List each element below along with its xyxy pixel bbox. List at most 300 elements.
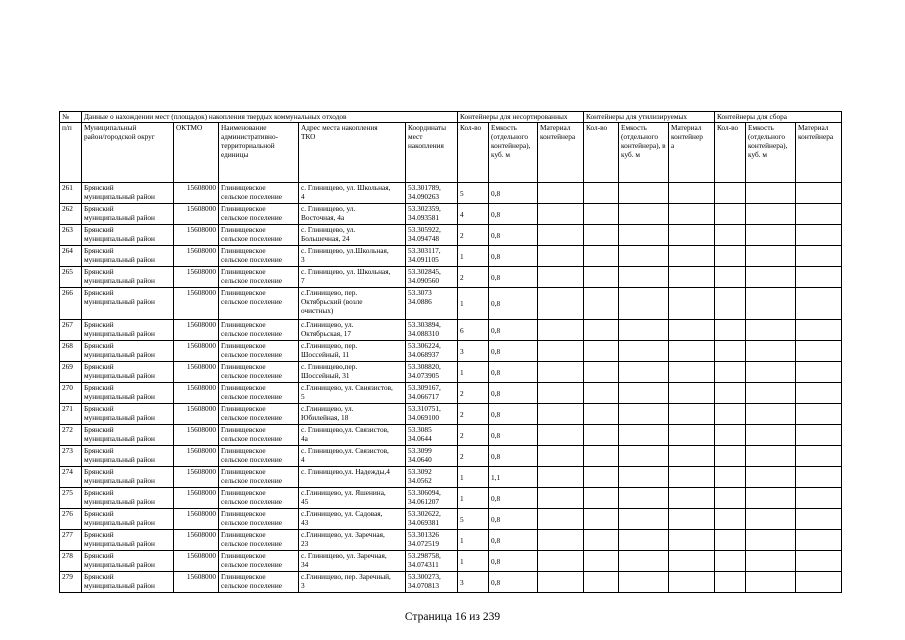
cell-capacity-recycle — [619, 383, 669, 404]
cell-address: с.Глинищево, ул. Юбилейная, 18 — [299, 404, 406, 425]
cell-material-collect — [796, 572, 842, 593]
cell-material-collect — [796, 341, 842, 362]
cell-count-collect — [715, 509, 746, 530]
cell-coords: 53.302622, 34.069381 — [406, 509, 458, 530]
cell-settlement: Глинищевское сельское поселение — [219, 509, 299, 530]
cell-capacity-recycle — [619, 341, 669, 362]
table-row — [60, 320, 842, 341]
cell-material-recycle — [669, 246, 715, 267]
header-settlement: Наименование административно- территориальной единицы — [219, 123, 299, 183]
cell-coords: 53.301326 34.072519 — [406, 530, 458, 551]
cell-material-collect — [796, 320, 842, 341]
cell-address: с. Глинищево, ул. Большечная, 24 — [299, 225, 406, 246]
cell-district: Брянский муниципальный район — [82, 383, 174, 404]
cell-material-recycle — [669, 183, 715, 204]
cell-num: 270 — [60, 383, 82, 404]
cell-material — [538, 551, 584, 572]
cell-capacity: 0,8 — [489, 509, 538, 530]
cell-oktmo: 15608000 — [174, 446, 219, 467]
cell-count-collect — [715, 425, 746, 446]
cell-coords: 53.3099 34.0640 — [406, 446, 458, 467]
cell-count: 2 — [458, 383, 489, 404]
cell-oktmo: 15608000 — [174, 551, 219, 572]
cell-capacity: 0,8 — [489, 446, 538, 467]
cell-capacity-recycle — [619, 362, 669, 383]
cell-material-collect — [796, 288, 842, 320]
cell-material — [538, 225, 584, 246]
cell-material — [538, 183, 584, 204]
cell-material — [538, 425, 584, 446]
cell-num: 276 — [60, 509, 82, 530]
table-row — [60, 551, 842, 572]
cell-material-recycle — [669, 488, 715, 509]
cell-count-recycle — [584, 362, 619, 383]
cell-capacity-recycle — [619, 509, 669, 530]
cell-capacity-recycle — [619, 183, 669, 204]
cell-material — [538, 341, 584, 362]
cell-capacity-recycle — [619, 530, 669, 551]
cell-oktmo: 15608000 — [174, 204, 219, 225]
cell-oktmo: 15608000 — [174, 572, 219, 593]
cell-num: 274 — [60, 467, 82, 488]
cell-material-collect — [796, 509, 842, 530]
cell-material — [538, 488, 584, 509]
cell-material-recycle — [669, 362, 715, 383]
cell-material-collect — [796, 530, 842, 551]
cell-count-recycle — [584, 204, 619, 225]
cell-capacity-collect — [746, 246, 796, 267]
cell-capacity-collect — [746, 320, 796, 341]
cell-capacity: 0,8 — [489, 183, 538, 204]
cell-coords: 53.301789, 34.090263 — [406, 183, 458, 204]
cell-num: 272 — [60, 425, 82, 446]
cell-district: Брянский муниципальный район — [82, 425, 174, 446]
cell-count-recycle — [584, 530, 619, 551]
cell-settlement: Глинищевское сельское поселение — [219, 404, 299, 425]
cell-material-recycle — [669, 425, 715, 446]
cell-count: 2 — [458, 425, 489, 446]
cell-material-recycle — [669, 320, 715, 341]
cell-material-collect — [796, 467, 842, 488]
table-row — [60, 341, 842, 362]
cell-material-collect — [796, 246, 842, 267]
cell-num: 265 — [60, 267, 82, 288]
cell-capacity: 1,1 — [489, 467, 538, 488]
cell-count-recycle — [584, 509, 619, 530]
cell-district: Брянский муниципальный район — [82, 488, 174, 509]
cell-count-collect — [715, 572, 746, 593]
table-row — [60, 509, 842, 530]
table-row — [60, 383, 842, 404]
cell-count-collect — [715, 267, 746, 288]
cell-capacity: 0,8 — [489, 530, 538, 551]
cell-capacity-collect — [746, 446, 796, 467]
cell-count: 2 — [458, 225, 489, 246]
cell-address: с. Глинищево,пер. Шоссейный, 31 — [299, 362, 406, 383]
cell-capacity: 0,8 — [489, 383, 538, 404]
cell-capacity: 0,8 — [489, 572, 538, 593]
cell-num: 267 — [60, 320, 82, 341]
cell-count-collect — [715, 204, 746, 225]
cell-capacity: 0,8 — [489, 246, 538, 267]
table-row — [60, 488, 842, 509]
cell-district: Брянский муниципальный район — [82, 267, 174, 288]
cell-settlement: Глинищевское сельское поселение — [219, 246, 299, 267]
cell-material-recycle — [669, 530, 715, 551]
cell-count-recycle — [584, 246, 619, 267]
cell-capacity-recycle — [619, 551, 669, 572]
cell-num: 279 — [60, 572, 82, 593]
cell-num: 277 — [60, 530, 82, 551]
cell-settlement: Глинищевское сельское поселение — [219, 467, 299, 488]
cell-oktmo: 15608000 — [174, 320, 219, 341]
cell-address: с.Глинищево, ул. Садовая, 43 — [299, 509, 406, 530]
cell-district: Брянский муниципальный район — [82, 341, 174, 362]
cell-num: 273 — [60, 446, 82, 467]
cell-material — [538, 446, 584, 467]
cell-count: 1 — [458, 530, 489, 551]
cell-count-collect — [715, 362, 746, 383]
cell-district: Брянский муниципальный район — [82, 404, 174, 425]
cell-capacity-collect — [746, 404, 796, 425]
cell-count: 1 — [458, 246, 489, 267]
cell-capacity-recycle — [619, 225, 669, 246]
cell-capacity: 0,8 — [489, 488, 538, 509]
cell-oktmo: 15608000 — [174, 404, 219, 425]
cell-settlement: Глинищевское сельское поселение — [219, 572, 299, 593]
header-num: № — [60, 112, 82, 123]
cell-count: 2 — [458, 404, 489, 425]
cell-count-collect — [715, 246, 746, 267]
cell-coords: 53.310751, 34.069100 — [406, 404, 458, 425]
cell-count-collect — [715, 488, 746, 509]
cell-count-recycle — [584, 183, 619, 204]
cell-oktmo: 15608000 — [174, 288, 219, 320]
header-recycle-group: Контейнеры для утилизируемых — [584, 112, 715, 123]
cell-address: с.Глинищево, пер. Октябрьский (возле очистных) — [299, 288, 406, 320]
cell-capacity-recycle — [619, 404, 669, 425]
cell-material — [538, 288, 584, 320]
cell-material-collect — [796, 488, 842, 509]
cell-capacity-recycle — [619, 425, 669, 446]
cell-address: с.Глинищево, ул. Октябрьская, 17 — [299, 320, 406, 341]
cell-material-collect — [796, 446, 842, 467]
header-capacity-collect: Емкость (отдельного контейнера), куб. м — [746, 123, 796, 183]
cell-capacity: 0,8 — [489, 551, 538, 572]
cell-capacity-recycle — [619, 320, 669, 341]
cell-num: 275 — [60, 488, 82, 509]
table-row — [60, 288, 842, 320]
header-material-recycle: Материал контейнер а — [669, 123, 715, 183]
cell-settlement: Глинищевское сельское поселение — [219, 530, 299, 551]
cell-district: Брянский муниципальный район — [82, 225, 174, 246]
cell-num: 268 — [60, 341, 82, 362]
cell-material-recycle — [669, 225, 715, 246]
table-row — [60, 267, 842, 288]
cell-num: 264 — [60, 246, 82, 267]
cell-address: с. Глинищево, ул. Школьная, 7 — [299, 267, 406, 288]
cell-material-collect — [796, 183, 842, 204]
cell-settlement: Глинищевское сельское поселение — [219, 446, 299, 467]
cell-address: с. Глинищево,ул. Связистов, 4а — [299, 425, 406, 446]
cell-material — [538, 246, 584, 267]
cell-district: Брянский муниципальный район — [82, 509, 174, 530]
cell-address: с. Глинищево,ул. Надежды,4 — [299, 467, 406, 488]
cell-count: 1 — [458, 362, 489, 383]
cell-count-recycle — [584, 320, 619, 341]
cell-capacity-recycle — [619, 246, 669, 267]
cell-count-recycle — [584, 488, 619, 509]
cell-count-collect — [715, 467, 746, 488]
tko-sites-table — [59, 111, 842, 593]
cell-district: Брянский муниципальный район — [82, 246, 174, 267]
cell-count-recycle — [584, 383, 619, 404]
cell-material-collect — [796, 425, 842, 446]
cell-oktmo: 15608000 — [174, 246, 219, 267]
cell-num: 269 — [60, 362, 82, 383]
cell-capacity: 0,8 — [489, 341, 538, 362]
cell-count-recycle — [584, 341, 619, 362]
cell-count-recycle — [584, 551, 619, 572]
header-count-recycle: Кол-во — [584, 123, 619, 183]
cell-material-recycle — [669, 204, 715, 225]
cell-material — [538, 509, 584, 530]
cell-material — [538, 267, 584, 288]
header-count-collect: Кол-во — [715, 123, 746, 183]
cell-material-collect — [796, 204, 842, 225]
cell-material — [538, 320, 584, 341]
cell-material-collect — [796, 362, 842, 383]
cell-district: Брянский муниципальный район — [82, 362, 174, 383]
cell-count-recycle — [584, 446, 619, 467]
cell-num: 266 — [60, 288, 82, 320]
table-row — [60, 446, 842, 467]
cell-oktmo: 15608000 — [174, 488, 219, 509]
cell-coords: 53.308820, 34.073905 — [406, 362, 458, 383]
cell-count: 1 — [458, 551, 489, 572]
cell-material-recycle — [669, 509, 715, 530]
cell-address: с.Глинищево, пер. Заречный, 3 — [299, 572, 406, 593]
cell-settlement: Глинищевское сельское поселение — [219, 204, 299, 225]
cell-material — [538, 530, 584, 551]
cell-capacity-recycle — [619, 488, 669, 509]
cell-count-collect — [715, 404, 746, 425]
cell-coords: 53.302359, 34.093581 — [406, 204, 458, 225]
cell-num: 278 — [60, 551, 82, 572]
cell-material-collect — [796, 267, 842, 288]
cell-coords: 53.303894, 34.088310 — [406, 320, 458, 341]
cell-capacity: 0,8 — [489, 288, 538, 320]
cell-settlement: Глинищевское сельское поселение — [219, 425, 299, 446]
cell-count-recycle — [584, 572, 619, 593]
cell-oktmo: 15608000 — [174, 225, 219, 246]
cell-capacity-collect — [746, 267, 796, 288]
cell-address: с.Глинищево, пер. Шоссейный, 11 — [299, 341, 406, 362]
header-district: Муниципальный район/городской округ — [82, 123, 174, 183]
cell-material — [538, 383, 584, 404]
cell-capacity-collect — [746, 383, 796, 404]
cell-coords: 53.3085 34.0644 — [406, 425, 458, 446]
cell-material-collect — [796, 404, 842, 425]
header-location-group: Данные о нахождении мест (площадок) накопления твердых коммунальных отходов — [82, 112, 458, 123]
header-unsorted-group: Контейнеры для несортированных — [458, 112, 584, 123]
header-coords: Координаты мест накопления — [406, 123, 458, 183]
cell-count-collect — [715, 446, 746, 467]
cell-count-recycle — [584, 225, 619, 246]
cell-material-recycle — [669, 467, 715, 488]
header-oktmo: ОКТМО — [174, 123, 219, 183]
cell-material-recycle — [669, 288, 715, 320]
cell-capacity-collect — [746, 204, 796, 225]
cell-settlement: Глинищевское сельское поселение — [219, 288, 299, 320]
cell-capacity-collect — [746, 425, 796, 446]
cell-district: Брянский муниципальный район — [82, 467, 174, 488]
table-row — [60, 425, 842, 446]
cell-capacity: 0,8 — [489, 320, 538, 341]
cell-capacity-collect — [746, 488, 796, 509]
cell-count-collect — [715, 320, 746, 341]
cell-count-collect — [715, 183, 746, 204]
cell-count-collect — [715, 530, 746, 551]
cell-district: Брянский муниципальный район — [82, 320, 174, 341]
table-row — [60, 225, 842, 246]
cell-district: Брянский муниципальный район — [82, 572, 174, 593]
cell-material-collect — [796, 383, 842, 404]
cell-material-recycle — [669, 267, 715, 288]
cell-count: 1 — [458, 467, 489, 488]
cell-material-collect — [796, 551, 842, 572]
cell-count-collect — [715, 341, 746, 362]
cell-settlement: Глинищевское сельское поселение — [219, 551, 299, 572]
cell-oktmo: 15608000 — [174, 383, 219, 404]
header-collect-group: Контейнеры для сбора — [715, 112, 842, 123]
cell-material-recycle — [669, 572, 715, 593]
table-row — [60, 362, 842, 383]
table-row — [60, 530, 842, 551]
cell-capacity-collect — [746, 530, 796, 551]
cell-material-recycle — [669, 341, 715, 362]
cell-capacity-recycle — [619, 267, 669, 288]
cell-capacity: 0,8 — [489, 362, 538, 383]
cell-material — [538, 467, 584, 488]
cell-coords: 53.298758, 34.074311 — [406, 551, 458, 572]
cell-settlement: Глинищевское сельское поселение — [219, 225, 299, 246]
cell-oktmo: 15608000 — [174, 362, 219, 383]
cell-capacity-collect — [746, 551, 796, 572]
cell-material-recycle — [669, 404, 715, 425]
cell-count: 1 — [458, 488, 489, 509]
cell-material — [538, 404, 584, 425]
cell-capacity-collect — [746, 467, 796, 488]
header-capacity-recycle: Емкость (отдельного контейнера), в куб. м — [619, 123, 669, 183]
cell-num: 262 — [60, 204, 82, 225]
cell-capacity-collect — [746, 341, 796, 362]
cell-capacity-collect — [746, 288, 796, 320]
cell-address: с.Глинищево, ул. Яшенина, 45 — [299, 488, 406, 509]
cell-district: Брянский муниципальный район — [82, 551, 174, 572]
cell-capacity-collect — [746, 572, 796, 593]
cell-capacity-recycle — [619, 204, 669, 225]
cell-address: с. Глинищево, ул. Заречная, 34 — [299, 551, 406, 572]
cell-settlement: Глинищевское сельское поселение — [219, 341, 299, 362]
cell-count: 6 — [458, 320, 489, 341]
cell-count-recycle — [584, 467, 619, 488]
cell-coords: 53.300273, 34.070813 — [406, 572, 458, 593]
cell-capacity-collect — [746, 509, 796, 530]
cell-count-recycle — [584, 288, 619, 320]
cell-coords: 53.302845, 34.090560 — [406, 267, 458, 288]
cell-capacity-collect — [746, 362, 796, 383]
table-row — [60, 204, 842, 225]
cell-material-recycle — [669, 383, 715, 404]
cell-settlement: Глинищевское сельское поселение — [219, 362, 299, 383]
cell-count: 4 — [458, 204, 489, 225]
cell-oktmo: 15608000 — [174, 467, 219, 488]
cell-material — [538, 204, 584, 225]
cell-count-collect — [715, 288, 746, 320]
cell-num: 263 — [60, 225, 82, 246]
cell-count: 2 — [458, 446, 489, 467]
cell-capacity-collect — [746, 183, 796, 204]
cell-address: с. Глинищево, ул.Школьная, 3 — [299, 246, 406, 267]
cell-capacity-recycle — [619, 572, 669, 593]
header-capacity: Емкость (отдельного контейнера), куб. м — [489, 123, 538, 183]
cell-settlement: Глинищевское сельское поселение — [219, 320, 299, 341]
cell-district: Брянский муниципальный район — [82, 183, 174, 204]
header-columns-row — [60, 123, 842, 183]
cell-address: с. Глинищево, ул. Восточная, 4а — [299, 204, 406, 225]
cell-address: с. Глинищево,ул. Связистов, 4 — [299, 446, 406, 467]
cell-oktmo: 15608000 — [174, 509, 219, 530]
cell-oktmo: 15608000 — [174, 267, 219, 288]
cell-settlement: Глинищевское сельское поселение — [219, 267, 299, 288]
cell-count: 5 — [458, 183, 489, 204]
table-row — [60, 467, 842, 488]
cell-coords: 53.306224, 34.068937 — [406, 341, 458, 362]
cell-coords: 53.3073 34.0886 — [406, 288, 458, 320]
cell-coords: 53.306094, 34.061207 — [406, 488, 458, 509]
cell-capacity: 0,8 — [489, 404, 538, 425]
table-row — [60, 183, 842, 204]
cell-capacity: 0,8 — [489, 425, 538, 446]
cell-count-collect — [715, 225, 746, 246]
cell-material — [538, 362, 584, 383]
table-row — [60, 404, 842, 425]
cell-coords: 53.303117, 34.091105 — [406, 246, 458, 267]
cell-settlement: Глинищевское сельское поселение — [219, 488, 299, 509]
cell-address: с.Глинищево, ул. Заречная, 23 — [299, 530, 406, 551]
header-address: Адрес места накопления ТКО — [299, 123, 406, 183]
cell-count: 3 — [458, 341, 489, 362]
cell-count: 1 — [458, 288, 489, 320]
header-material: Материал контейнера — [538, 123, 584, 183]
cell-oktmo: 15608000 — [174, 341, 219, 362]
table-row — [60, 246, 842, 267]
cell-coords: 53.309167, 34.066717 — [406, 383, 458, 404]
cell-num: 261 — [60, 183, 82, 204]
cell-material — [538, 572, 584, 593]
cell-address: с.Глинищево, ул. Свиязистов, 5 — [299, 383, 406, 404]
cell-coords: 53.305922, 34.094748 — [406, 225, 458, 246]
cell-capacity-recycle — [619, 467, 669, 488]
cell-count: 3 — [458, 572, 489, 593]
cell-district: Брянский муниципальный район — [82, 204, 174, 225]
cell-count: 5 — [458, 509, 489, 530]
cell-count-recycle — [584, 425, 619, 446]
header-pp: п/п — [60, 123, 82, 183]
header-count: Кол-во — [458, 123, 489, 183]
cell-capacity: 0,8 — [489, 267, 538, 288]
